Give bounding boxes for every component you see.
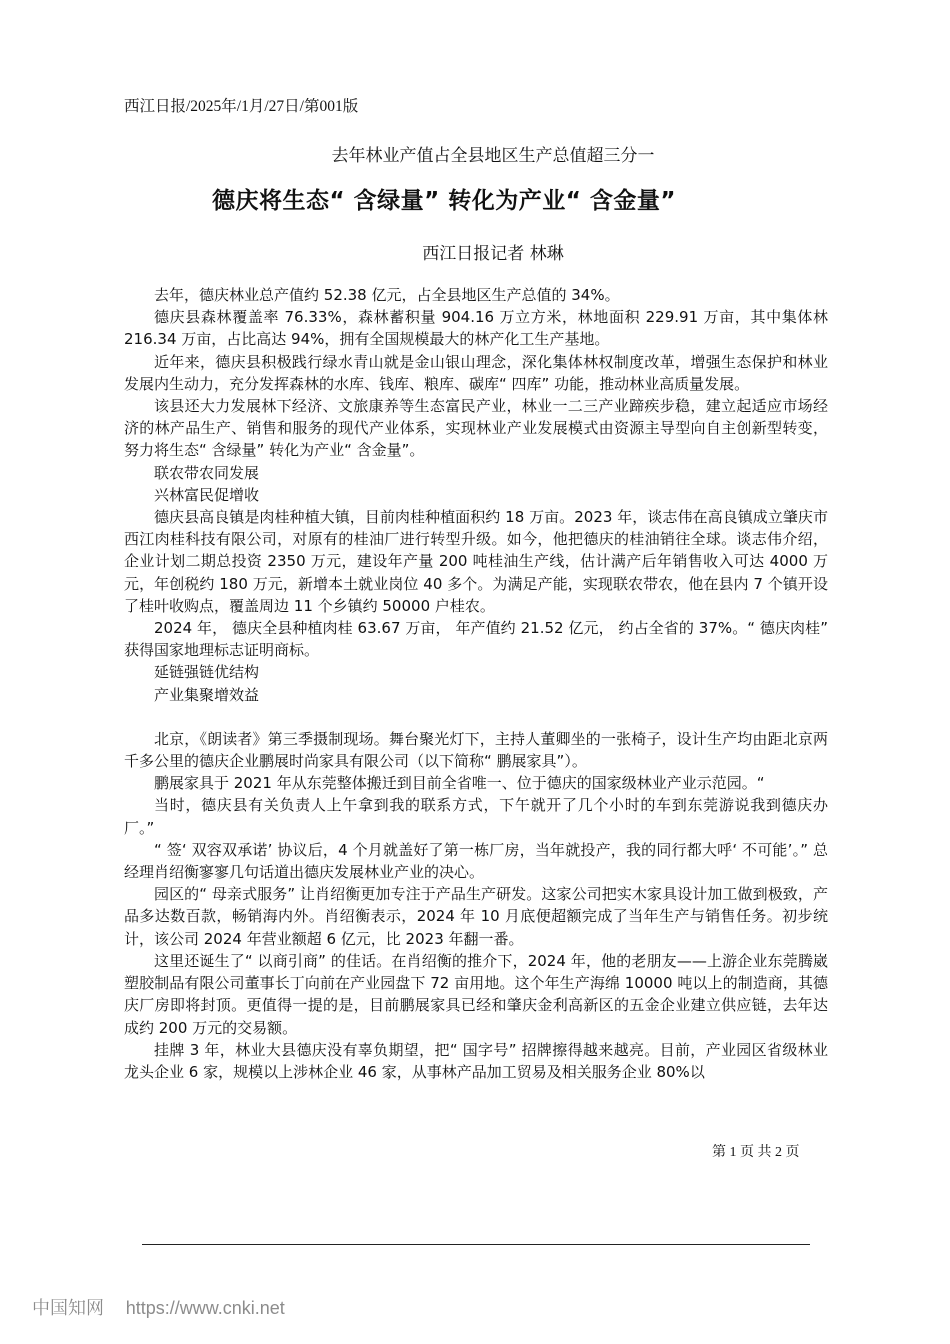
section-heading: 产业集聚增效益	[154, 685, 260, 704]
footer-divider	[142, 1244, 810, 1245]
section-heading: 兴林富民促增收	[154, 485, 260, 504]
paragraph: 挂牌 3 年，林业大县德庆没有辜负期望，把“ 国字号” 招牌擦得越来越亮。目前，产业园区省级林业龙头企业 6 家，规模以上涉林企业 46 家，从事林产品加工贸易及相关服务企业 80%以	[124, 1040, 828, 1081]
article-body	[124, 284, 828, 1083]
paragraph: 鹏展家具于 2021 年从东莞整体搬迁到目前全省唯一、位于德庆的国家级林业产业示范园。“	[154, 774, 765, 793]
article-title: 德庆将生态“ 含绿量” 转化为产业“ 含金量”	[212, 188, 676, 214]
cnki-watermark	[32, 1294, 285, 1320]
watermark-name: 中国知网	[32, 1298, 104, 1319]
source-line: 西江日报/2025年/1月/27日/第001版	[124, 98, 359, 115]
paragraph: 当时，德庆县有关负责人上午拿到我的联系方式，下午就开了几个小时的车到东莞游说我到德庆办厂。”	[124, 796, 828, 837]
paragraph: 2024 年， 德庆全县种植肉桂 63.67 万亩， 年产值约 21.52 亿元， 约占全省的 37%。“ 德庆肉桂” 获得国家地理标志证明商标。	[124, 619, 828, 660]
paragraph: 该县还大力发展林下经济、文旅康养等生态富民产业，林业一二三产业蹄疾步稳，建立起适应市场经济的林产品生产、销售和服务的现代产业体系，实现林业产业发展模式由资源主导型向自主创新型转变，努力将生态“ 含绿量” 转化为产业“ 含金量”。	[124, 397, 828, 460]
byline: 西江日报记者 林琳	[422, 244, 564, 264]
article-subtitle: 去年林业产值占全县地区生产总值超三分一	[331, 146, 655, 166]
paragraph: 近年来，德庆县积极践行绿水青山就是金山银山理念，深化集体林权制度改革，增强生态保护和林业发展内生动力，充分发挥森林的水库、钱库、粮库、碳库“ 四库” 功能，推动林业高质量发展。	[124, 352, 828, 393]
paragraph: 德庆县森林覆盖率 76.33%，森林蓄积量 904.16 万立方米，林地面积 229.91 万亩，其中集体林 216.34 万亩，占比高达 94%，拥有全国规模最大的林产化工生产基地。	[124, 308, 828, 349]
paragraph: 这里还诞生了“ 以商引商” 的佳话。在肖绍衡的推介下，2024 年，他的老朋友——上游企业东莞腾崴塑胶制品有限公司董事长丁向前在产业园盘下 72 亩用地。这个年生产海绵 10000 吨以上的制造商，其德庆厂房即将封顶。更值得一提的是，目前鹏展家具已经和肇庆金利高新区的五金企业建立供应链，去年达成约 200 万元的交易额。	[124, 951, 828, 1037]
paragraph: 园区的“ 母亲式服务” 让肖绍衡更加专注于产品生产研发。这家公司把实木家具设计加工做到极致，产品多达数百款，畅销海内外。肖绍衡表示，2024 年 10 月底便超额完成了当年生产与销售任务。初步统计，该公司 2024 年营业额超 6 亿元，比 2023 年翻一番。	[124, 885, 828, 948]
page-indicator: 第 1 页 共 2 页	[712, 1145, 800, 1160]
section-heading: 延链强链优结构	[154, 663, 260, 682]
paragraph: 去年，德庆林业总产值约 52.38 亿元，占全县地区生产总值的 34%。	[154, 286, 620, 304]
section-heading: 联农带农同发展	[154, 463, 260, 482]
paragraph: “ 签‘ 双容双承诺’ 协议后，4 个月就盖好了第一栋厂房，当年就投产，我的同行都大呼‘ 不可能’。” 总经理肖绍衡寥寥几句话道出德庆发展林业产业的决心。	[124, 840, 828, 882]
paragraph: 北京，《朗读者》第三季摄制现场。舞台聚光灯下，主持人董卿坐的一张椅子，设计生产均由距北京两千多公里的德庆企业鹏展时尚家具有限公司（以下简称“ 鹏展家具”）。	[124, 729, 828, 771]
watermark-url[interactable]: https://www.cnki.net	[125, 1298, 285, 1318]
paragraph: 德庆县高良镇是肉桂种植大镇，目前肉桂种植面积约 18 万亩。2023 年，谈志伟在高良镇成立肇庆市西江肉桂科技有限公司，对原有的桂油厂进行转型升级。如今，他把德庆的桂油销往全球。谈志伟介绍，企业计划二期总投资 2350 万元，建设年产量 200 吨桂油生产线，估计满产后年销售收入可达 4000 万元，年创税约 180 万元，新增本土就业岗位 40 多个。为满足产能，实现联农带农，他在县内 7 个镇开设了桂叶收购点，覆盖周边 11 个乡镇约 50000 户桂农。	[124, 508, 828, 615]
